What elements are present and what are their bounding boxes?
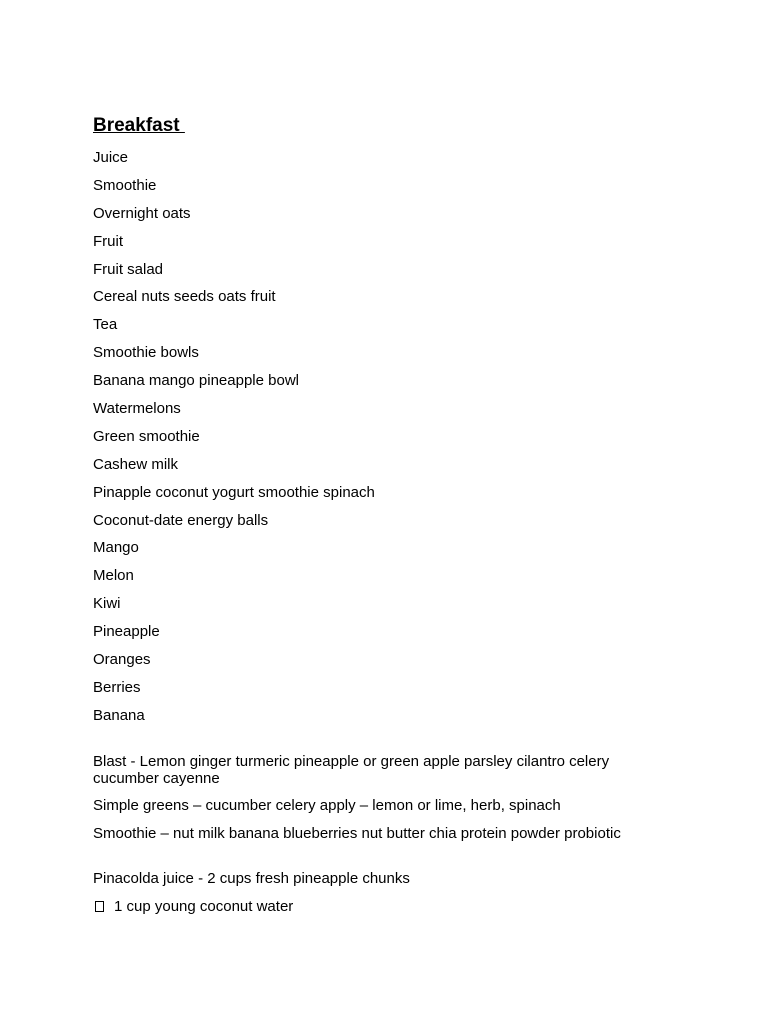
list-item: Melon — [93, 567, 134, 585]
list-item: Coconut-date energy balls — [93, 511, 269, 529]
recipe — [93, 870, 653, 915]
list-item: Overnight oats — [93, 204, 191, 222]
list-item: Banana mango pineapple bowl — [93, 372, 299, 390]
list-item: Mango — [93, 539, 139, 557]
recipe-title: Pinacolda juice - 2 cups fresh pineapple chunks — [93, 870, 410, 888]
document-content — [93, 115, 653, 915]
spacer — [93, 735, 653, 753]
juice-description: Blast - Lemon ginger turmeric pineapple or green apple parsley cilantro celery cucumber cayenne — [93, 752, 610, 787]
list-item: Juice — [93, 149, 129, 166]
list-item: Pinapple coconut yogurt smoothie spinach — [93, 483, 375, 501]
list-item: Banana — [93, 706, 145, 724]
list-item: Tea — [93, 316, 118, 334]
list-item: Smoothie bowls — [93, 344, 199, 362]
section-heading: Breakfast — [93, 115, 185, 136]
juice-descriptions — [93, 753, 653, 842]
list-item: Kiwi — [93, 595, 121, 613]
list-item: Oranges — [93, 651, 151, 669]
list-item: Fruit salad — [93, 260, 164, 278]
juice-description: Smoothie – nut milk banana blueberries nut butter chia protein powder probiotic — [93, 824, 621, 842]
list-item: Berries — [93, 678, 141, 696]
list-item: Smoothie — [93, 176, 157, 194]
juice-description: Simple greens – cucumber celery apply – lemon or lime, herb, spinach — [93, 797, 561, 815]
breakfast-list — [93, 149, 653, 724]
checkbox-bullet-icon — [95, 901, 104, 912]
list-item: Green smoothie — [93, 427, 200, 445]
list-item: Watermelons — [93, 400, 181, 418]
spacer — [93, 852, 653, 870]
list-item: Cashew milk — [93, 455, 179, 473]
list-item: Fruit — [93, 232, 123, 250]
recipe-ingredient: 1 cup young coconut water — [114, 897, 294, 915]
list-item: Cereal nuts seeds oats fruit — [93, 288, 276, 306]
list-item: Pineapple — [93, 623, 160, 641]
recipe-bullet-item — [93, 898, 653, 915]
